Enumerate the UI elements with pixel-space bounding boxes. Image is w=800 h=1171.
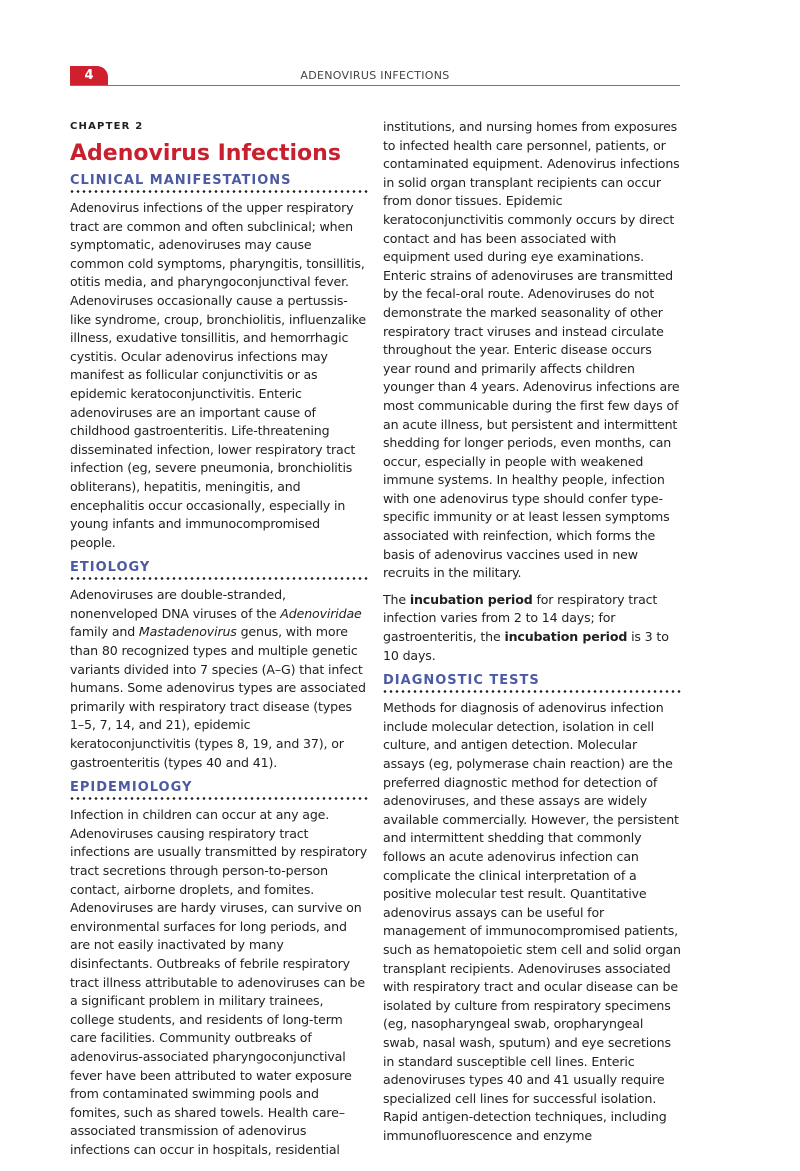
diagnostic-tests-text: Methods for diagnosis of adenovirus infection include molecular detection, isolation in cell culture, and antigen detection. Molecular assays (eg, polymerase chain reaction) are the preferred diagnostic method for detection of adenoviruses, and these assays are widely available commercially. However, the persistent and intermittent shedding that commonly follows an acute adenovirus infection can complicate the clinical interpretation of a positive molecular test result. Quantitative adenovirus assays can be useful for management of immunocompromised patients, such as hematopoietic stem cell and solid organ transplant recipients. Adenoviruses associated with respiratory tract and ocular disease can be isolated by culture from respiratory specimens (eg, nasopharyngeal swab, oropharyngeal swab, nasal wash, sputum) and eye secretions in standard susceptible cell lines. Enteric adenoviruses types 40 and 41 usually require specialized cell lines for successful isolation. Rapid antigen-detection techniques, including immunofluorescence and enzyme [383, 700, 681, 1143]
header-rule [70, 85, 680, 86]
incubation-period-term: incubation period [409, 591, 533, 607]
page-header [70, 66, 680, 88]
epidemiology-text-part2: institutions, and nursing homes from exposures to infected health care personnel, patients, or contaminated equipment. Adenovirus infections in solid organ transplant recipients can occur from donor tissues. Epidemic keratoconjunctivitis commonly occurs by direct contact and has been associated with equipment used during eye examinations. Enteric strains of adenoviruses are transmitted by the fecal-oral route. Adenoviruses do not demonstrate the marked seasonality of other respiratory tract viruses and instead circulate throughout the year. Enteric disease occurs year round and primarily affects children younger than 4 years. Adenovirus infections are most communicable during the first few days of an acute illness, but persistent and intermittent shedding for longer periods, even months, can occur, especially in people with weakened immune systems. In healthy people, infection with one adenovirus type should confer type-specific immunity or at least lessen symptoms associated with reinfection, which forms the basis of adenovirus vaccines used in new recruits in the military. [383, 119, 680, 581]
chapter-label: CHAPTER 2 [70, 121, 144, 132]
page-number: 4 [70, 66, 108, 86]
family-name: Adenoviridae [280, 605, 362, 621]
section-heading-diagnostic-tests: DIAGNOSTIC TESTS [383, 673, 681, 693]
chapter-title: Adenovirus Infections [70, 141, 341, 166]
incubation-period-term-2: incubation period [504, 629, 628, 645]
etiology-text: Adenoviruses are double-stranded, nonenveloped DNA viruses of the Adenoviridae family and Mastadenovirus genus, with more than 80 recognized types and multiple genetic variants divided into 7 species (A–G) that infect humans. Some adenovirus types are associated primarily with respiratory tract disease (types 1–5, 7, 14, and 21), epidemic keratoconjunctivitis (types 8, 19, and 37), or gastroenteritis (types 40 and 41). [70, 587, 366, 770]
genus-name: Mastadenovirus [138, 624, 237, 640]
left-column [70, 118, 368, 1168]
incubation-period-text: The incubation period for respiratory tract infection varies from 2 to 14 days; for gastroenteritis, the incubation period is 3 to 10 days. [383, 591, 669, 663]
clinical-manifestations-text: Adenovirus infections of the upper respiratory tract are common and often subclinical; when symptomatic, adenoviruses may cause common cold symptoms, pharyngitis, tonsillitis, otitis media, and pharyngoconjunctival fever. Adenoviruses occasionally cause a pertussis-like syndrome, croup, bronchiolitis, influenzalike illness, exudative tonsillitis, and hemorrhagic cystitis. Ocular adenovirus infections may manifest as follicular conjunctivitis or as epidemic keratoconjunctivitis. Enteric adenoviruses are an important cause of childhood gastroenteritis. Life-threatening disseminated infection, lower respiratory tract infection (eg, severe pneumonia, bronchiolitis obliterans), hepatitis, meningitis, and encephalitis occur occasionally, especially in young infants and immunocompromised people. [70, 200, 366, 550]
running-title: ADENOVIRUS INFECTIONS [300, 69, 450, 82]
section-heading-etiology: ETIOLOGY [70, 560, 368, 580]
section-heading-epidemiology: EPIDEMIOLOGY [70, 780, 368, 800]
section-heading-clinical-manifestations: CLINICAL MANIFESTATIONS [70, 173, 368, 193]
epidemiology-text-part1: Infection in children can occur at any age. Adenoviruses causing respiratory tract infections are usually transmitted by respiratory tract secretions through person-to-person contact, airborne droplets, and fomites. Adenoviruses are hardy viruses, can survive on environmental surfaces for long periods, and are not easily inactivated by many disinfectants. Outbreaks of febrile respiratory tract illness attributable to adenoviruses can be a significant problem in military trainees, college students, and residents of long-term care facilities. Community outbreaks of adenovirus-associated pharyngoconjunctival fever have been attributed to water exposure from contaminated swimming pools and fomites, such as shared towels. Health care–associated transmission of adenovirus infections can occur in hospitals, residential [70, 807, 368, 1157]
right-column [383, 118, 681, 1153]
